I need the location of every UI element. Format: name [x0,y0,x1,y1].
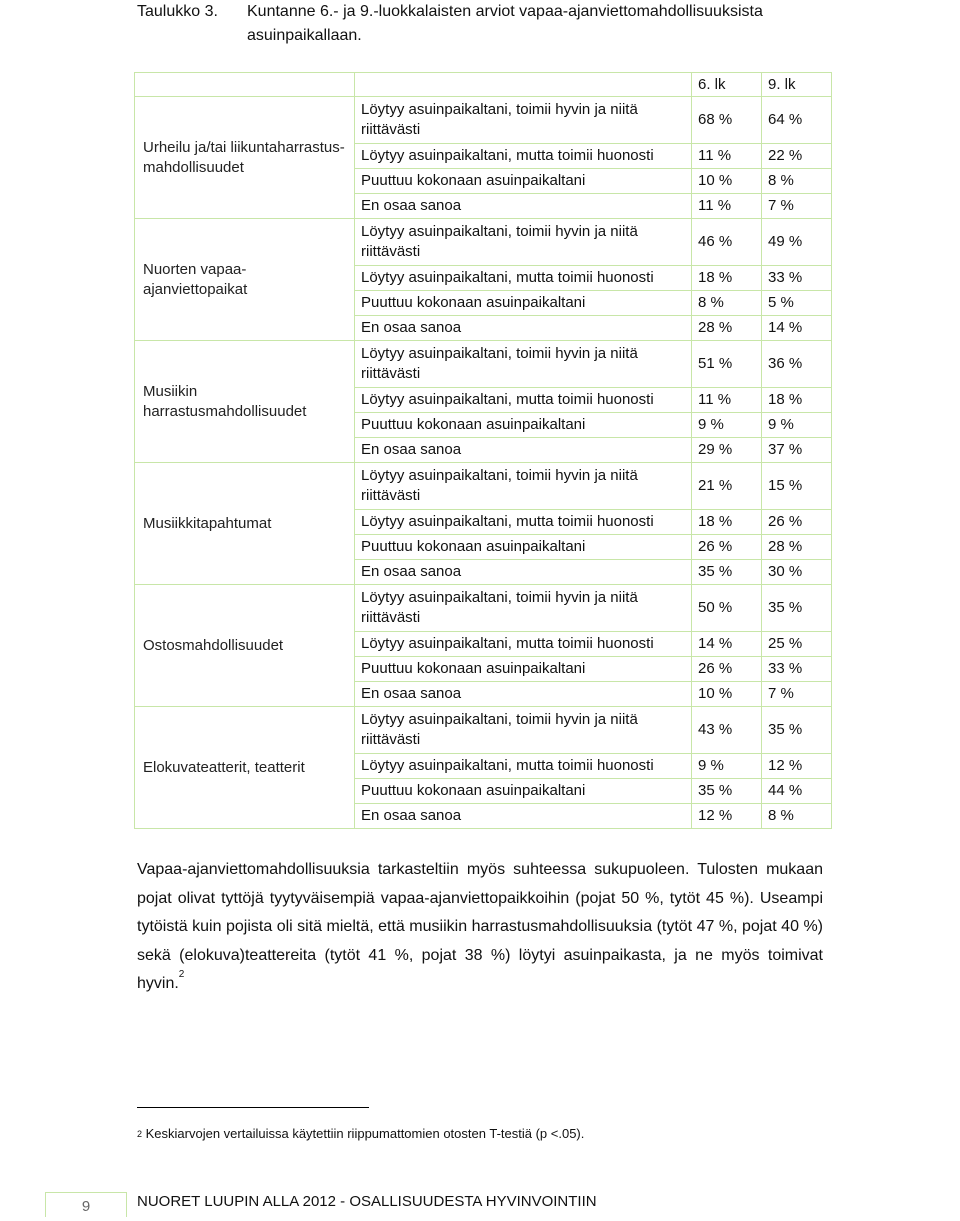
value-6lk-cell: 26 % [692,535,762,560]
category-header-cell [135,73,355,97]
table-row [135,341,832,388]
value-6lk-cell: 12 % [692,804,762,829]
value-9lk-cell: 18 % [762,388,832,413]
category-cell: Urheilu ja/tai liikuntaharrastus-mahdollisuudet [135,97,355,219]
footer-title: NUORET LUUPIN ALLA 2012 - OSALLISUUDESTA HYVINVOINTIIN [137,1193,597,1210]
value-9lk-cell: 33 % [762,657,832,682]
option-cell: Puuttuu kokonaan asuinpaikaltani [355,169,692,194]
value-9lk-cell: 8 % [762,169,832,194]
value-6lk-cell: 43 % [692,707,762,754]
category-cell: Elokuvateatterit, teatterit [135,707,355,829]
value-6lk-cell: 35 % [692,560,762,585]
column-header-9lk: 9. lk [762,73,832,97]
value-9lk-cell: 30 % [762,560,832,585]
value-6lk-cell: 10 % [692,169,762,194]
value-9lk-cell: 8 % [762,804,832,829]
option-cell: Puuttuu kokonaan asuinpaikaltani [355,779,692,804]
table-header-row [135,73,832,97]
table-row [135,585,832,632]
value-9lk-cell: 15 % [762,463,832,510]
table-row [135,463,832,510]
value-6lk-cell: 9 % [692,413,762,438]
value-9lk-cell: 33 % [762,266,832,291]
table-row [135,707,832,754]
option-cell: Löytyy asuinpaikaltani, mutta toimii huonosti [355,266,692,291]
caption-label: Taulukko 3. [137,3,218,20]
value-6lk-cell: 9 % [692,754,762,779]
value-9lk-cell: 49 % [762,219,832,266]
value-9lk-cell: 44 % [762,779,832,804]
option-cell: Löytyy asuinpaikaltani, toimii hyvin ja niitä riittävästi [355,707,692,754]
category-cell: Ostosmahdollisuudet [135,585,355,707]
caption-line-1: Kuntanne 6.- ja 9.-luokkalaisten arviot vapaa-ajanviettomahdollisuuksista [247,3,763,20]
value-9lk-cell: 5 % [762,291,832,316]
value-6lk-cell: 11 % [692,194,762,219]
value-9lk-cell: 35 % [762,707,832,754]
option-cell: En osaa sanoa [355,194,692,219]
value-6lk-cell: 26 % [692,657,762,682]
column-header-6lk: 6. lk [692,73,762,97]
value-9lk-cell: 9 % [762,413,832,438]
footnote [137,1125,584,1143]
option-cell: Löytyy asuinpaikaltani, mutta toimii huonosti [355,632,692,657]
category-cell: Nuorten vapaa-ajanviettopaikat [135,219,355,341]
value-6lk-cell: 10 % [692,682,762,707]
category-cell: Musiikkitapahtumat [135,463,355,585]
table-row [135,219,832,266]
paragraph-text: Vapaa-ajanviettomahdollisuuksia tarkasteltiin myös suhteessa sukupuoleen. Tulosten mukaan pojat olivat tyttöjä tyytyväisempiä vapaa-ajanviettopaikkoihin (pojat 50 %, tytöt 45 %). Useampi tytöistä kuin pojista oli sitä mieltä, että musiikin harrastusmahdollisuuksia (tytöt 47 %, pojat 40 %) sekä (elokuva)teattereita (tytöt 41 %, pojat 38 %) löytyi asuinpaikasta, ja ne myös toimivat hyvin. [137,861,823,992]
value-9lk-cell: 7 % [762,682,832,707]
body-paragraph [137,856,823,999]
caption-line-2: asuinpaikallaan. [247,27,362,44]
value-6lk-cell: 46 % [692,219,762,266]
value-9lk-cell: 64 % [762,97,832,144]
value-6lk-cell: 51 % [692,341,762,388]
option-header-cell [355,73,692,97]
option-cell: Löytyy asuinpaikaltani, toimii hyvin ja niitä riittävästi [355,585,692,632]
value-6lk-cell: 68 % [692,97,762,144]
value-6lk-cell: 14 % [692,632,762,657]
option-cell: Löytyy asuinpaikaltani, toimii hyvin ja niitä riittävästi [355,219,692,266]
value-6lk-cell: 11 % [692,388,762,413]
value-9lk-cell: 36 % [762,341,832,388]
footnote-marker: 2 [137,1129,143,1139]
footnote-text: Keskiarvojen vertailuissa käytettiin riippumattomien otosten T-testiä (p <.05). [145,1126,585,1141]
option-cell: En osaa sanoa [355,438,692,463]
table-caption [137,0,837,48]
value-9lk-cell: 26 % [762,510,832,535]
option-cell: Puuttuu kokonaan asuinpaikaltani [355,535,692,560]
value-9lk-cell: 14 % [762,316,832,341]
value-9lk-cell: 7 % [762,194,832,219]
table-row [135,97,832,144]
option-cell: Löytyy asuinpaikaltani, mutta toimii huonosti [355,388,692,413]
page-number: 9 [45,1192,127,1217]
option-cell: Löytyy asuinpaikaltani, toimii hyvin ja niitä riittävästi [355,341,692,388]
value-6lk-cell: 28 % [692,316,762,341]
value-6lk-cell: 18 % [692,266,762,291]
value-6lk-cell: 18 % [692,510,762,535]
value-6lk-cell: 21 % [692,463,762,510]
value-6lk-cell: 8 % [692,291,762,316]
option-cell: En osaa sanoa [355,804,692,829]
option-cell: Puuttuu kokonaan asuinpaikaltani [355,291,692,316]
option-cell: En osaa sanoa [355,560,692,585]
value-9lk-cell: 22 % [762,144,832,169]
value-6lk-cell: 50 % [692,585,762,632]
footnote-reference: 2 [178,969,185,980]
value-9lk-cell: 35 % [762,585,832,632]
option-cell: En osaa sanoa [355,682,692,707]
option-cell: Löytyy asuinpaikaltani, mutta toimii huonosti [355,754,692,779]
value-9lk-cell: 12 % [762,754,832,779]
value-9lk-cell: 28 % [762,535,832,560]
option-cell: Löytyy asuinpaikaltani, toimii hyvin ja niitä riittävästi [355,463,692,510]
value-9lk-cell: 25 % [762,632,832,657]
value-6lk-cell: 11 % [692,144,762,169]
option-cell: Löytyy asuinpaikaltani, mutta toimii huonosti [355,144,692,169]
value-6lk-cell: 35 % [692,779,762,804]
option-cell: En osaa sanoa [355,316,692,341]
option-cell: Löytyy asuinpaikaltani, mutta toimii huonosti [355,510,692,535]
value-9lk-cell: 37 % [762,438,832,463]
footnote-divider [137,1107,369,1108]
results-table [134,72,832,829]
category-cell: Musiikin harrastusmahdollisuudet [135,341,355,463]
value-6lk-cell: 29 % [692,438,762,463]
option-cell: Puuttuu kokonaan asuinpaikaltani [355,657,692,682]
option-cell: Puuttuu kokonaan asuinpaikaltani [355,413,692,438]
option-cell: Löytyy asuinpaikaltani, toimii hyvin ja niitä riittävästi [355,97,692,144]
